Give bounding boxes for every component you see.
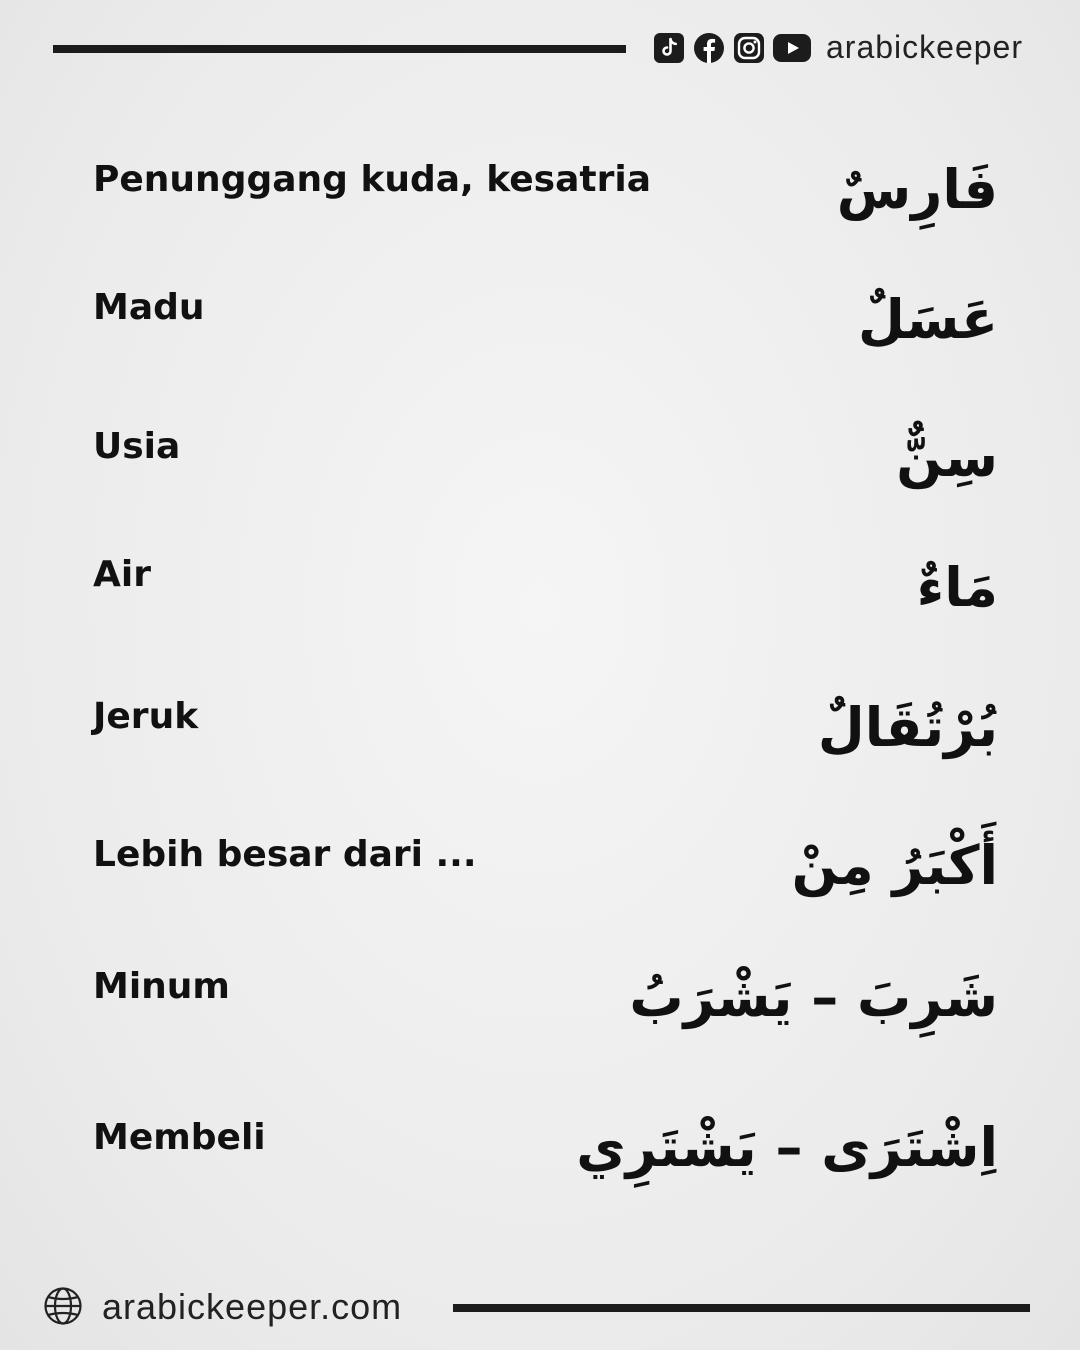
- indonesian-term: Air: [93, 554, 151, 595]
- instagram-icon[interactable]: [734, 33, 764, 63]
- indonesian-term: Madu: [93, 287, 205, 328]
- facebook-icon[interactable]: [693, 32, 725, 64]
- header-divider: [53, 45, 626, 53]
- social-icons: [654, 31, 811, 65]
- arabic-term: سِنٌّ: [896, 426, 998, 489]
- indonesian-term: Usia: [93, 426, 181, 467]
- arabic-term: اِشْتَرَى – يَشْتَرِي: [576, 1116, 998, 1179]
- youtube-icon[interactable]: [773, 34, 811, 62]
- indonesian-term: Minum: [93, 966, 230, 1007]
- indonesian-term: Membeli: [93, 1117, 266, 1158]
- arabic-term: مَاءٌ: [916, 556, 998, 619]
- arabic-term: بُرْتُقَالٌ: [817, 696, 998, 759]
- indonesian-term: Jeruk: [93, 696, 199, 737]
- globe-icon: [43, 1286, 83, 1326]
- arabic-term: شَرِبَ – يَشْرَبُ: [629, 966, 998, 1029]
- arabic-term: أَكْبَرُ مِنْ: [791, 834, 998, 897]
- indonesian-term: Lebih besar dari ...: [93, 834, 477, 875]
- website-url[interactable]: arabickeeper.com: [102, 1286, 403, 1327]
- tiktok-icon[interactable]: [654, 33, 684, 63]
- arabic-term: عَسَلٌ: [857, 288, 998, 351]
- footer-divider: [453, 1304, 1030, 1312]
- indonesian-term: Penunggang kuda, kesatria: [93, 159, 651, 200]
- arabic-term: فَارِسٌ: [836, 158, 998, 221]
- brand-name: arabickeeper: [826, 29, 1023, 65]
